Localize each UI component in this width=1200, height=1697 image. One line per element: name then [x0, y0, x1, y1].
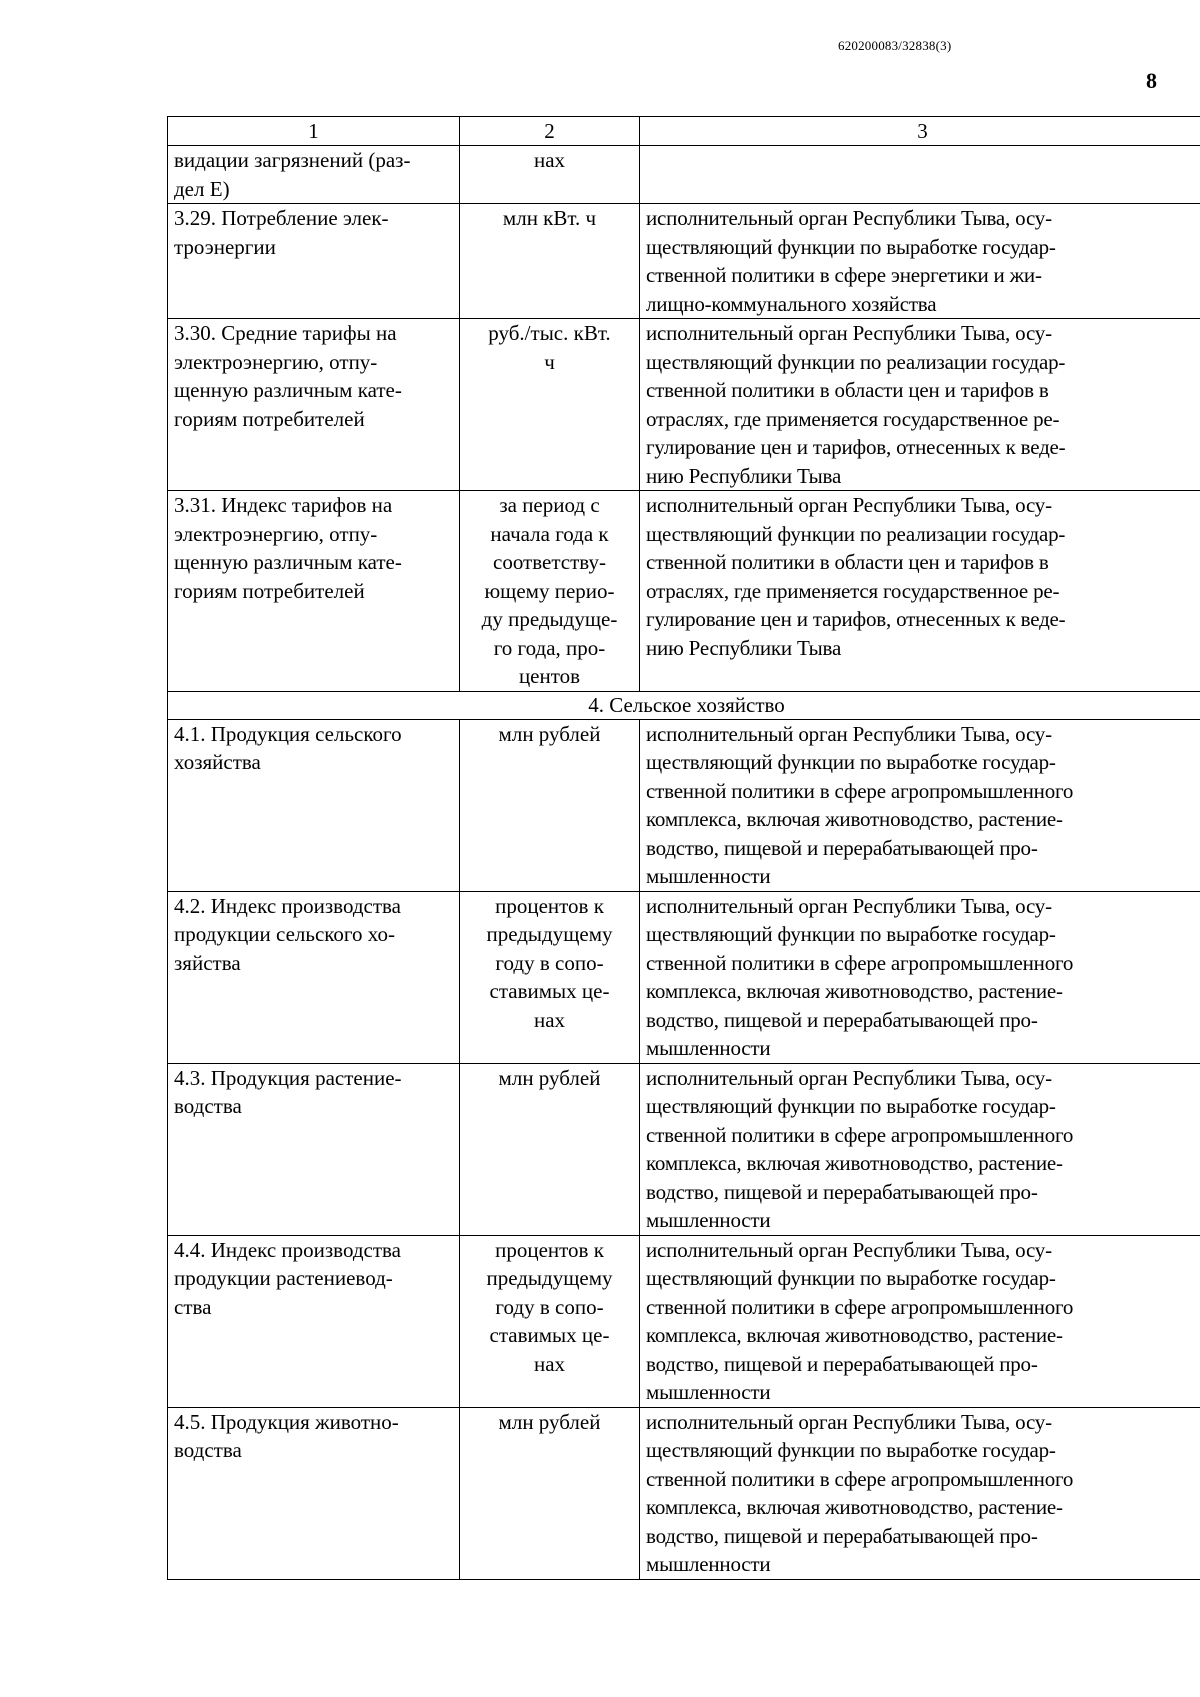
cell-text-line: 4.2. Индекс производства	[174, 893, 401, 918]
cell-text-line: 3.29. Потребление элек-	[174, 206, 389, 230]
cell-text-line: ставимых це-	[489, 1323, 610, 1347]
section-title: 4. Сельское хозяйство	[168, 691, 1200, 719]
cell-text-line: мышленности	[646, 1036, 771, 1060]
cell-text-line: исполнительный орган Республики Тыва, осу-	[646, 1409, 1052, 1434]
column-header-1: 1	[168, 117, 460, 146]
cell-text-line: троэнергии	[174, 234, 276, 259]
indicators-table	[167, 116, 1200, 1580]
table-header-row	[168, 117, 1200, 146]
cell-text-line: нах	[533, 1351, 566, 1376]
cell-text-line: ществляющий функции по реализации государ-	[646, 349, 1066, 374]
responsible-body-cell	[640, 319, 1200, 491]
responsible-body-cell	[640, 204, 1200, 319]
table-row	[168, 719, 1200, 891]
section-row	[168, 691, 1200, 719]
cell-text-line: комплекса, включая животноводство, растение-	[646, 807, 1063, 831]
table-row	[168, 146, 1200, 204]
cell-text-line: 4.4. Индекс производства	[174, 1237, 401, 1262]
table-row	[168, 319, 1200, 491]
cell-text-line: исполнительный орган Республики Тыва, осу-	[646, 893, 1052, 918]
responsible-body-cell	[640, 146, 1200, 204]
unit-cell	[460, 204, 640, 319]
cell-text-line: ду предыдуще-	[481, 607, 618, 631]
cell-text-line: ставимых це-	[489, 979, 610, 1003]
cell-text-line: ства	[174, 1294, 212, 1319]
table-row	[168, 204, 1200, 319]
cell-text-line: комплекса, включая животноводство, растение-	[646, 979, 1063, 1003]
cell-text-line: водства	[174, 1438, 242, 1462]
indicator-cell	[168, 146, 460, 204]
cell-text-line: водство, пищевой и перерабатывающей про-	[646, 1351, 1038, 1376]
cell-text-line: предыдущему	[486, 1266, 613, 1290]
indicator-cell	[168, 1235, 460, 1407]
cell-text-line: исполнительный орган Республики Тыва, осу-	[646, 493, 1052, 517]
cell-text-line: гориям потребителей	[174, 406, 365, 431]
unit-cell	[460, 1407, 640, 1579]
cell-text-line: ственной политики в сфере агропромышленного	[646, 950, 1074, 975]
cell-text-line: процентов к	[495, 1237, 604, 1262]
cell-text-line: гулирование цен и тарифов, отнесенных к веде-	[646, 435, 1066, 459]
cell-text-line: 3.31. Индекс тарифов на	[174, 493, 393, 517]
cell-text-line: мышленности	[646, 1380, 771, 1404]
cell-text-line: центов	[518, 664, 581, 688]
cell-text-line: ществляющий функции по выработке государ-	[646, 1438, 1056, 1462]
unit-cell	[460, 1235, 640, 1407]
unit-cell	[460, 1063, 640, 1235]
indicator-cell	[168, 491, 460, 692]
cell-text-line: млн рублей	[498, 1409, 601, 1434]
cell-text-line: ществляющий функции по выработке государ-	[646, 1266, 1056, 1290]
responsible-body-cell	[640, 1407, 1200, 1579]
cell-text-line: исполнительный орган Республики Тыва, осу-	[646, 1065, 1052, 1090]
cell-text-line: комплекса, включая животноводство, растение-	[646, 1151, 1063, 1175]
indicator-cell	[168, 204, 460, 319]
cell-text-line: 4.5. Продукция животно-	[174, 1409, 399, 1434]
cell-text-line: зяйства	[174, 950, 241, 975]
cell-text-line: щенную различным кате-	[174, 378, 402, 402]
cell-text-line: лищно-коммунального хозяйства	[646, 291, 937, 316]
cell-text-line: исполнительный орган Республики Тыва, осу-	[646, 321, 1052, 345]
cell-text-line: гулирование цен и тарифов, отнесенных к веде-	[646, 607, 1066, 631]
cell-text-line: мышленности	[646, 864, 771, 888]
cell-text-line: 4.1. Продукция сельского	[174, 721, 402, 746]
unit-cell	[460, 146, 640, 204]
cell-text-line: мышленности	[646, 1552, 771, 1576]
cell-text-line: 3.30. Средние тарифы на	[174, 321, 397, 345]
cell-text-line: 4.3. Продукция растение-	[174, 1065, 402, 1090]
cell-text-line: хозяйства	[174, 750, 261, 774]
unit-cell	[460, 491, 640, 692]
cell-text-line: отраслях, где применяется государственное ре-	[646, 578, 1060, 603]
cell-text-line: ществляющий функции по выработке государ-	[646, 750, 1056, 774]
responsible-body-cell	[640, 491, 1200, 692]
column-header-3: 3	[640, 117, 1200, 146]
indicator-cell	[168, 1407, 460, 1579]
cell-text-line: исполнительный орган Республики Тыва, осу-	[646, 721, 1052, 746]
cell-text-line: соответству-	[493, 550, 606, 574]
cell-text-line: водство, пищевой и перерабатывающей про-	[646, 835, 1038, 860]
cell-text-line: нию Республики Тыва	[646, 463, 842, 488]
cell-text-line: электроэнергию, отпу-	[174, 349, 378, 374]
cell-text-line: ственной политики в области цен и тарифов в	[646, 378, 1049, 402]
indicator-cell	[168, 719, 460, 891]
cell-text-line: комплекса, включая животноводство, растение-	[646, 1495, 1063, 1519]
cell-text-line: щенную различным кате-	[174, 550, 402, 574]
cell-text-line: водство, пищевой и перерабатывающей про-	[646, 1007, 1038, 1032]
cell-text-line: предыдущему	[486, 922, 613, 946]
cell-text-line: мышленности	[646, 1208, 771, 1232]
table-row	[168, 891, 1200, 1063]
cell-text-line: дел Е)	[174, 176, 230, 201]
document-id: 620200083/32838(3)	[838, 38, 952, 53]
cell-text-line: ственной политики в сфере энергетики и жи-	[646, 263, 1042, 287]
table-row	[168, 491, 1200, 692]
cell-text-line: ч	[544, 349, 555, 374]
cell-text-line: ществляющий функции по выработке государ-	[646, 922, 1056, 946]
cell-text-line: за период с	[499, 493, 600, 517]
column-header-2: 2	[460, 117, 640, 146]
cell-text-line: млн рублей	[498, 721, 601, 746]
responsible-body-cell	[640, 891, 1200, 1063]
cell-text-line: исполнительный орган Республики Тыва, осу-	[646, 206, 1052, 230]
cell-text-line: году в сопо-	[495, 1294, 604, 1319]
cell-text-line: нах	[533, 148, 566, 172]
responsible-body-cell	[640, 1235, 1200, 1407]
cell-text-line: году в сопо-	[495, 950, 604, 975]
cell-text-line: нию Республики Тыва	[646, 635, 842, 660]
cell-text-line: ственной политики в сфере агропромышленного	[646, 778, 1074, 803]
cell-text-line: ющему перио-	[484, 578, 615, 603]
cell-text-line: отраслях, где применяется государственное ре-	[646, 406, 1060, 431]
cell-text-line: водство, пищевой и перерабатывающей про-	[646, 1523, 1038, 1548]
unit-cell	[460, 719, 640, 891]
cell-text-line: водство, пищевой и перерабатывающей про-	[646, 1179, 1038, 1204]
cell-text-line: млн рублей	[498, 1065, 601, 1090]
cell-text-line: начала года к	[490, 521, 609, 546]
cell-text-line: ственной политики в сфере агропромышленного	[646, 1122, 1074, 1147]
responsible-body-cell	[640, 719, 1200, 891]
cell-text-line: гориям потребителей	[174, 578, 365, 603]
cell-text-line: ственной политики в сфере агропромышленного	[646, 1294, 1074, 1319]
cell-text-line: ществляющий функции по выработке государ-	[646, 234, 1056, 259]
cell-text-line: млн кВт. ч	[502, 206, 597, 230]
cell-text-line: водства	[174, 1094, 242, 1118]
indicator-cell	[168, 319, 460, 491]
cell-text-line: электроэнергию, отпу-	[174, 521, 378, 546]
cell-text-line: продукции сельского хо-	[174, 922, 395, 946]
table-row	[168, 1063, 1200, 1235]
unit-cell	[460, 891, 640, 1063]
cell-text-line: процентов к	[495, 893, 604, 918]
table-row	[168, 1407, 1200, 1579]
page-number: 8	[1146, 68, 1157, 93]
cell-text-line: ществляющий функции по выработке государ-	[646, 1094, 1056, 1118]
cell-text-line: ственной политики в сфере агропромышленного	[646, 1466, 1074, 1491]
cell-text-line: видации загрязнений (раз-	[174, 148, 411, 172]
cell-text-line: продукции растениевод-	[174, 1266, 393, 1290]
cell-text-line: исполнительный орган Республики Тыва, осу-	[646, 1237, 1052, 1262]
cell-text-line: нах	[533, 1007, 566, 1032]
indicator-cell	[168, 1063, 460, 1235]
unit-cell	[460, 319, 640, 491]
cell-text-line: руб./тыс. кВт.	[488, 321, 611, 345]
table-row	[168, 1235, 1200, 1407]
cell-text-line: ственной политики в области цен и тарифов в	[646, 550, 1049, 574]
cell-text-line: ществляющий функции по реализации государ-	[646, 521, 1066, 546]
cell-text-line: го года, про-	[493, 635, 606, 660]
cell-text-line: комплекса, включая животноводство, растение-	[646, 1323, 1063, 1347]
indicator-cell	[168, 891, 460, 1063]
responsible-body-cell	[640, 1063, 1200, 1235]
